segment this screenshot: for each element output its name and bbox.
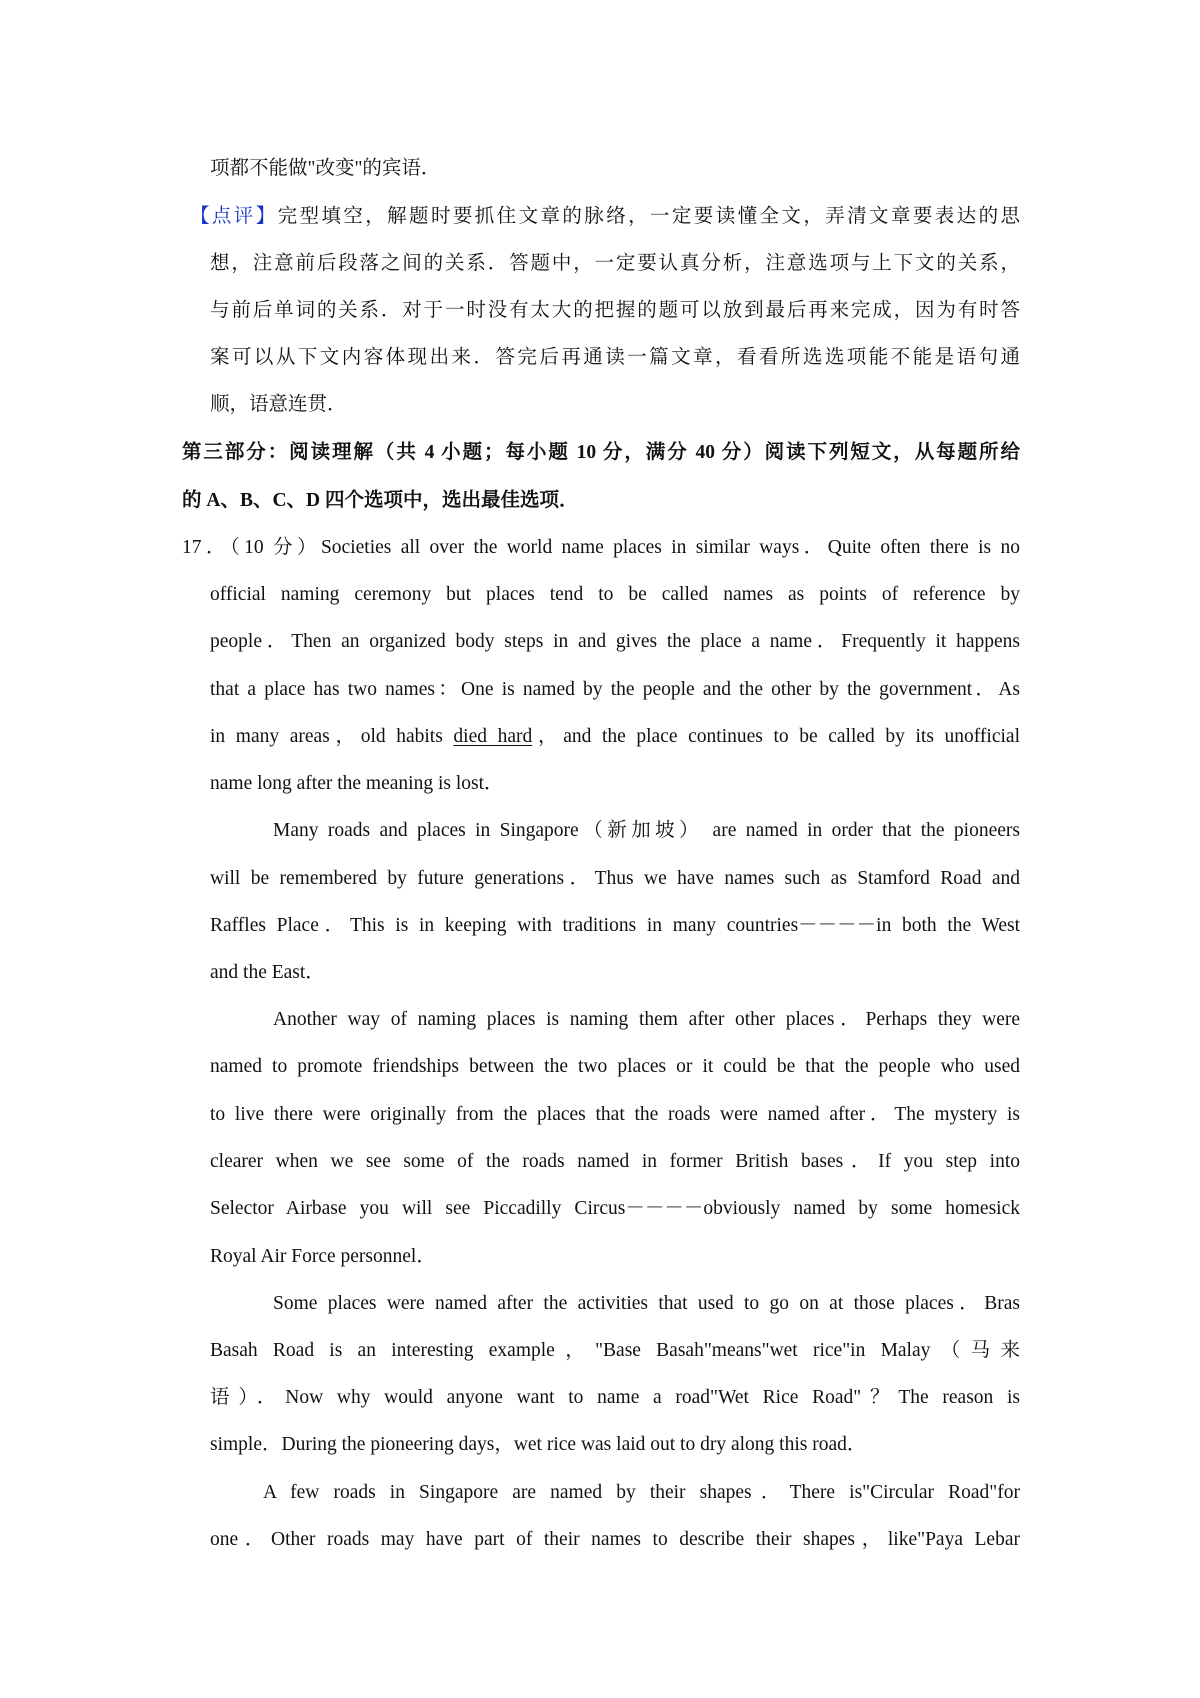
comment-line: [190, 202, 1020, 232]
comment-text: 完型填空，解题时要抓住文章的脉络，一定要读懂全文，弄清文章要表达的思: [277, 206, 1020, 227]
passage-line: Many roads and places in Singapore（新加坡） are named in order that the pioneers: [273, 820, 1020, 841]
passage-line: clearer when we see some of the roads named in former British bases．If you step into: [210, 1151, 1020, 1172]
passage-line: will be remembered by future generations．Thus we have names such as Stamford Road and: [210, 868, 1020, 889]
text-line: 案可以从下文内容体现出来．答完后再通读一篇文章，看看所选选项能不能是语句通: [210, 347, 1020, 368]
passage-line: Royal Air Force personnel．: [210, 1246, 436, 1267]
passage-line: official naming ceremony but places tend to be called names as points of reference by: [210, 584, 1020, 605]
passage-line: Another way of naming places is naming them after other places．Perhaps they were: [273, 1009, 1020, 1030]
passage-line: one．Other roads may have part of their names to describe their shapes，like"Paya Lebar: [210, 1529, 1020, 1550]
passage-line: simple．During the pioneering days，wet rice was laid out to dry along this road．: [210, 1434, 867, 1455]
passage-line: 语）．Now why would anyone want to name a road"Wet Rice Road"？The reason is: [210, 1387, 1020, 1408]
passage-line: name long after the meaning is lost．: [210, 773, 504, 794]
text-line: 与前后单词的关系．对于一时没有太大的把握的题可以放到最后再来完成，因为有时答: [210, 300, 1020, 321]
text-line: 想，注意前后段落之间的关系．答题中，一定要认真分析，注意选项与上下文的关系，: [210, 253, 1020, 274]
text-line: 项都不能做"改变"的宾语．: [210, 158, 441, 179]
passage-line: Raffles Place．This is in keeping with traditions in many countries－－－－in both the West: [210, 915, 1020, 936]
passage-line: Some places were named after the activities that used to go on at those places．Bras: [273, 1293, 1020, 1314]
passage-line: that a place has two names：One is named by the people and the other by the government．As: [210, 679, 1020, 700]
passage-line: A few roads in Singapore are named by their shapes．There is"Circular Road"for: [263, 1482, 1020, 1503]
passage-line: Selector Airbase you will see Piccadilly Circus－－－－obviously named by some homesick: [210, 1198, 1020, 1219]
comment-label: 【点评】: [190, 206, 278, 227]
underlined-phrase: died hard: [453, 726, 533, 747]
text-line: 顺，语意连贯．: [210, 394, 347, 415]
passage-line: people．Then an organized body steps in and gives the place a name．Frequently it happens: [210, 631, 1020, 652]
passage-line: and the East．: [210, 962, 325, 983]
passage-line: named to promote friendships between the two places or it could be that the people who used: [210, 1056, 1020, 1077]
section-heading: 第三部分：阅读理解（共 4 小题；每小题 10 分，满分 40 分）阅读下列短文，从每题所给: [182, 442, 1020, 463]
section-heading: 的 A、B、C、D 四个选项中，选出最佳选项．: [182, 490, 579, 511]
passage-line: in many areas，old habits died hard，and the place continues to be called by its unofficial: [210, 726, 1020, 747]
passage-line: Basah Road is an interesting example，"Base Basah"means"wet rice"in Malay（马来: [210, 1340, 1020, 1361]
passage-line: to live there were originally from the places that the roads were named after．The mystery is: [210, 1104, 1020, 1125]
question-text: 17．（10 分）Societies all over the world name places in similar ways．Quite often there is no: [182, 537, 1020, 558]
